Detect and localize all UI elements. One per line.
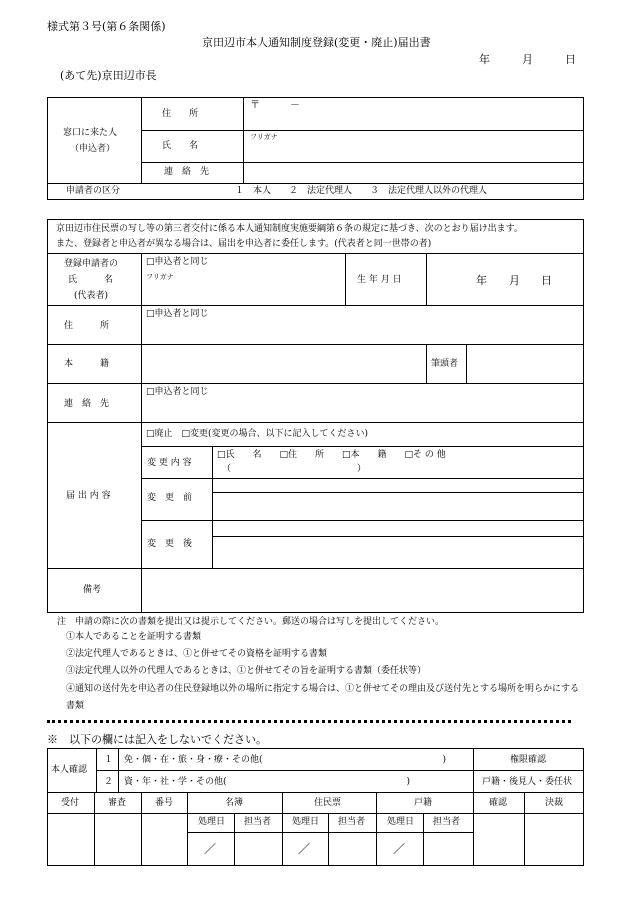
applicant-box [47, 97, 584, 200]
notice-content-label: 届 出 内 容 [66, 491, 111, 501]
intro-line-2: また、登録者と申込者が異なる場合は、届出を申込者に委任します。(代表者と同一世帯の者) [56, 239, 432, 249]
resident-process-date: 処理日 [292, 817, 320, 827]
col-number: 番号 [155, 798, 174, 808]
applicant-label: 窓口に来た人 [63, 128, 118, 138]
authority-options: 戸籍・後見人・委任状 [482, 777, 573, 787]
family-slash: ／ [393, 842, 406, 856]
date-year: 年 [479, 53, 490, 66]
resident-slash: ／ [298, 842, 311, 856]
after-label: 変 更 後 [147, 539, 193, 549]
registrant-address-label: 住 所 [64, 321, 110, 331]
applicant-contact-label: 連 絡 先 [164, 167, 210, 177]
registration-box [47, 219, 584, 613]
office-warning: ※ 以下の欄には記入をしないでください。 [47, 733, 267, 746]
birth-day: 日 [541, 274, 552, 287]
change-items-paren: （ ） [222, 464, 367, 474]
note-item-2: ②法定代理人であるときは、①と併せてその資格を証明する書類 [66, 649, 328, 659]
applicant-name-label: 氏 名 [162, 141, 199, 151]
col-approval: 決裁 [545, 798, 564, 808]
intro-line-1: 京田辺市住民票の写し等の第三者交付に係る本人通知制度実施要綱第６条の規定に基づき、次のとおり届け出ます。 [56, 224, 523, 234]
resident-staff: 担当者 [338, 817, 366, 827]
domicile-label: 本 籍 [64, 359, 110, 369]
row2-text: 資・年・社・学・その他( ) [124, 777, 411, 787]
applicant-category-options[interactable]: １ 本人 ２ 法定代理人 ３ 法定代理人以外の代理人 [235, 186, 488, 196]
ledger-process-date: 処理日 [198, 817, 226, 827]
col-confirm: 確認 [489, 798, 508, 808]
address-same-checkbox[interactable]: □申込者と同じ [146, 309, 209, 319]
row1-text: 免・個・在・旅・身・療・その他( ) [124, 755, 447, 765]
col-reception: 受付 [61, 798, 80, 808]
identity-check-label: 本人確認 [51, 765, 88, 775]
note-item-1: ①本人であることを証明する書類 [66, 632, 202, 642]
registrant-furigana: フリガナ [146, 273, 174, 281]
birth-month: 月 [509, 274, 520, 287]
col-ledger: 名簿 [225, 798, 244, 808]
note-item-4: ④通知の送付先を申込者の住民登録地以外の場所に指定する場合は、①と併せてその理由及び送付先とする場所を明らかにする [66, 684, 580, 694]
abolish-change-checkbox[interactable]: □廃止 □変更(変更の場合、以下に記入してください) [146, 429, 369, 439]
row2-num: ２ [104, 777, 114, 787]
applicant-postal-field[interactable]: 〒 － [250, 100, 300, 111]
dotted-separator [47, 720, 571, 723]
change-content-label: 変 更 内 容 [147, 458, 192, 468]
row1-num: １ [104, 755, 114, 765]
household-head-label: 筆頭者 [431, 359, 459, 369]
family-staff: 担当者 [433, 817, 461, 827]
date-month: 月 [522, 53, 533, 66]
note-item-3: ③法定代理人以外の代理人であるときは、①と併せてその旨を証明する書類（委任状等） [66, 666, 427, 676]
applicant-category-label: 申請者の区分 [66, 186, 121, 196]
note-item-4-cont: 書類 [66, 701, 85, 711]
ledger-slash: ／ [204, 842, 217, 856]
form-title: 京田辺市本人通知制度登録(変更・廃止)届出書 [202, 36, 431, 49]
birthdate-label: 生 年 月 日 [357, 275, 402, 285]
registrant-contact-label: 連 絡 先 [64, 399, 110, 409]
col-review: 審査 [108, 798, 127, 808]
change-items-checkboxes[interactable]: □氏 名 □住 所 □本 籍 □そ の 他 [217, 450, 446, 460]
contact-same-checkbox[interactable]: □申込者と同じ [146, 387, 209, 397]
col-family: 戸籍 [414, 798, 433, 808]
col-resident: 住民票 [314, 798, 342, 808]
authority-check-label: 権限確認 [510, 755, 547, 765]
family-process-date: 処理日 [387, 817, 415, 827]
form-number: 様式第３号(第６条関係) [47, 20, 166, 33]
applicant-label-sub: （申込者） [70, 144, 116, 154]
registrant-label: 登録申請者の [64, 259, 119, 269]
before-label: 変 更 前 [147, 493, 193, 503]
date-day: 日 [565, 53, 576, 66]
registrant-label-name: 氏 名 [68, 275, 114, 285]
notes-intro: 注 申請の際に次の書類を提出又は提示してください。郵送の場合は写しを提出してください。 [57, 617, 445, 627]
birth-year: 年 [476, 274, 487, 287]
applicant-furigana: フリガナ [250, 133, 278, 141]
applicant-address-label: 住 所 [162, 109, 199, 119]
registrant-same-checkbox[interactable]: □申込者と同じ [146, 257, 209, 267]
addressee: (あて先)京田辺市長 [60, 69, 157, 82]
registrant-label-rep: (代表者) [74, 291, 109, 301]
ledger-staff: 担当者 [244, 817, 272, 827]
remarks-label: 備考 [83, 585, 102, 595]
